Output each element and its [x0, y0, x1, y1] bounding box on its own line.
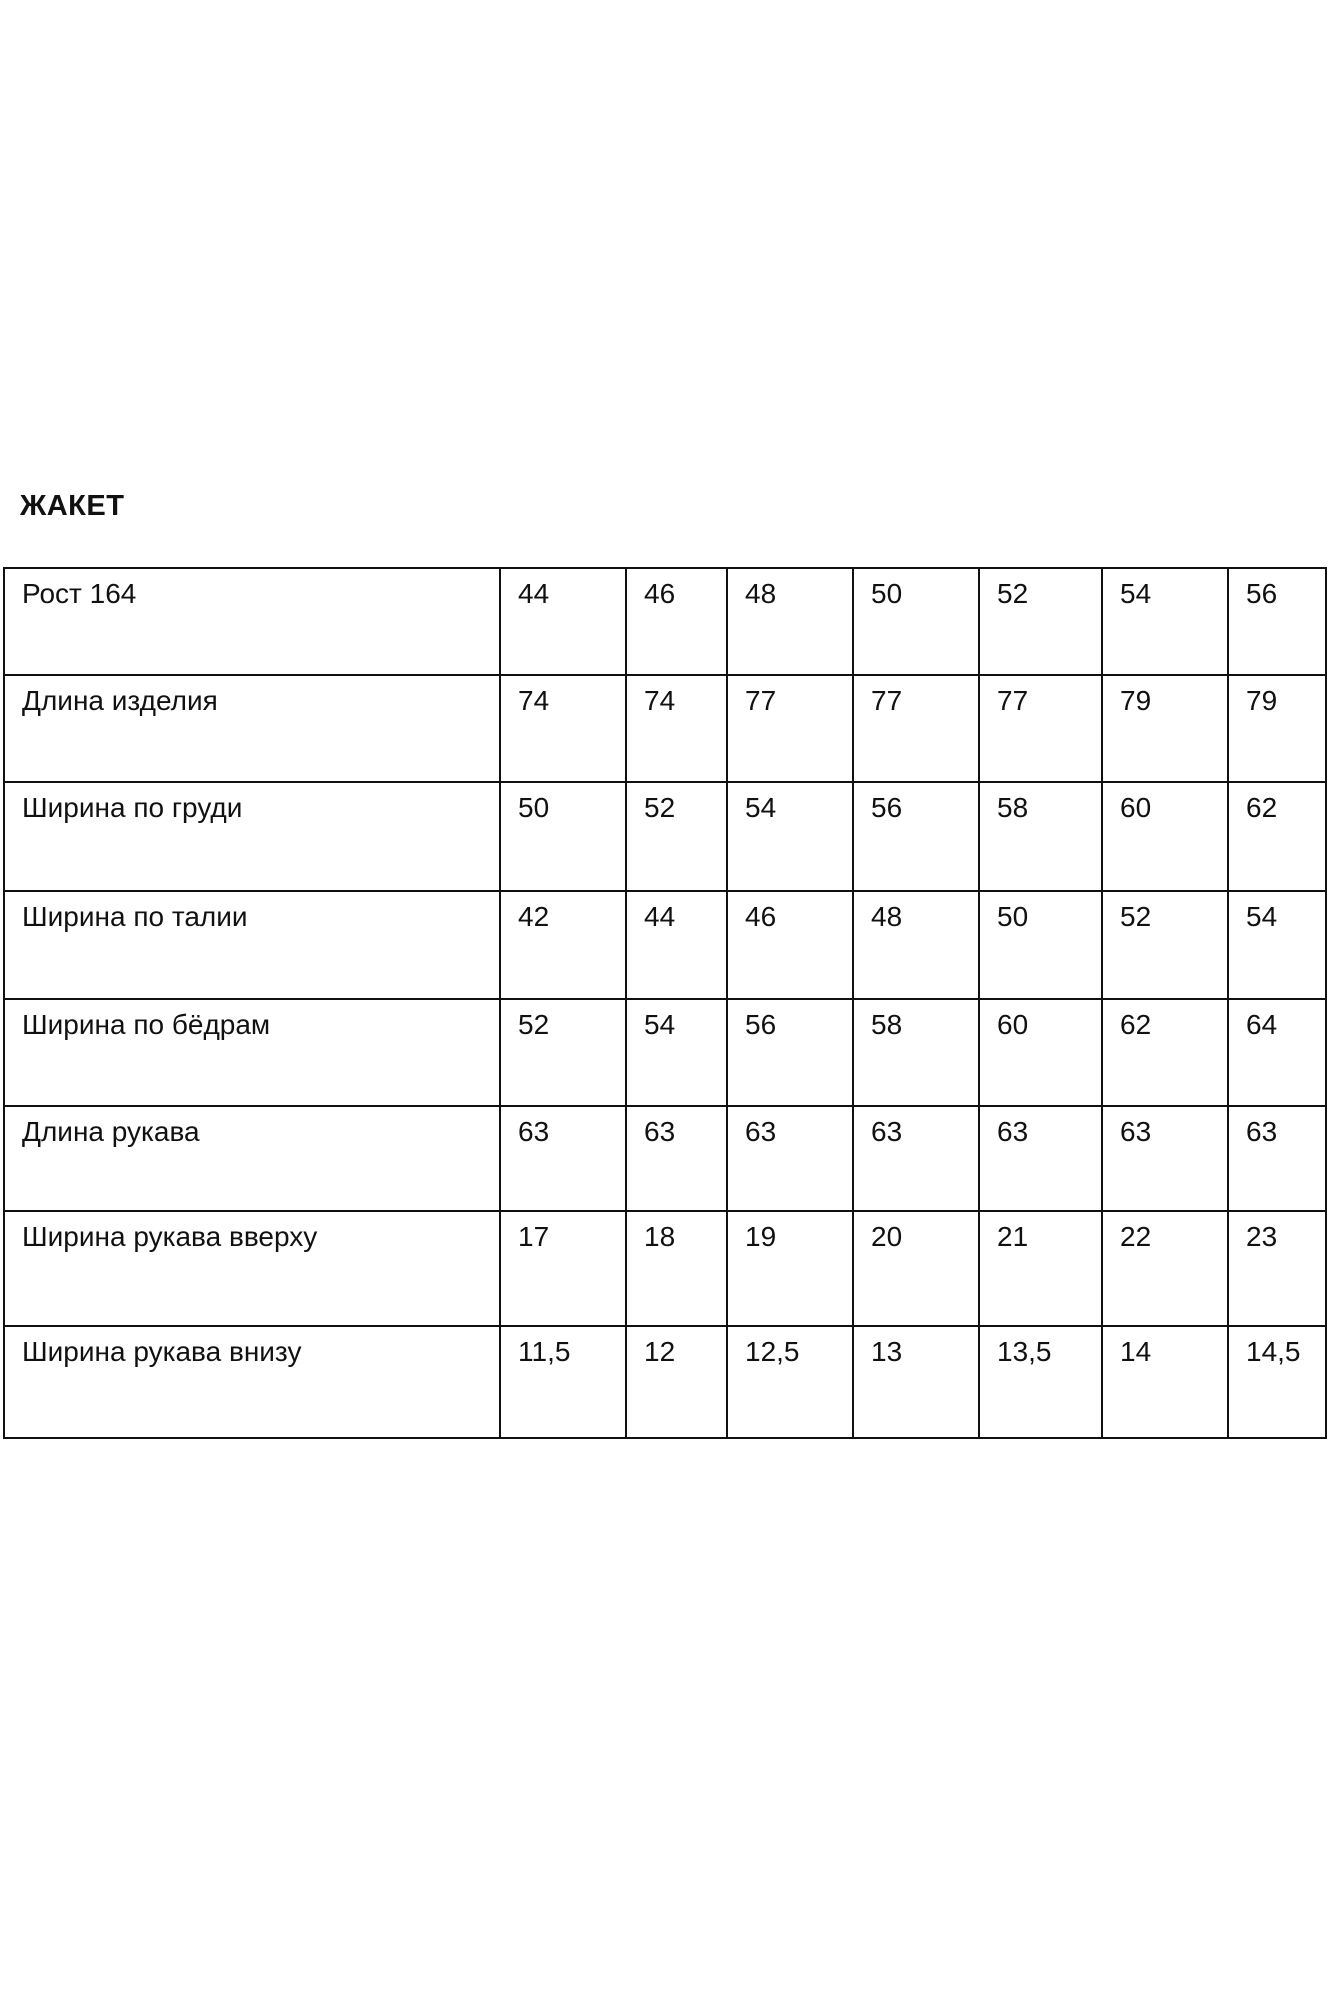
table-cell: 63 — [500, 1106, 626, 1211]
table-cell: 52 — [500, 999, 626, 1106]
table-cell: 63 — [853, 1106, 979, 1211]
table-cell: 77 — [853, 675, 979, 782]
table-cell: 46 — [727, 891, 853, 999]
table-cell: 74 — [626, 675, 727, 782]
table-cell: 63 — [1228, 1106, 1326, 1211]
row-label: Рост 164 — [4, 568, 500, 675]
table-cell: 46 — [626, 568, 727, 675]
table-cell: 12 — [626, 1326, 727, 1438]
table-cell: 77 — [979, 675, 1102, 782]
table-cell: 54 — [727, 782, 853, 891]
table-cell: 60 — [1102, 782, 1228, 891]
table-cell: 62 — [1228, 782, 1326, 891]
table-cell: 60 — [979, 999, 1102, 1106]
row-label: Ширина по груди — [4, 782, 500, 891]
table-cell: 56 — [1228, 568, 1326, 675]
table-cell: 52 — [1102, 891, 1228, 999]
table-row — [4, 782, 1326, 891]
table-cell: 63 — [626, 1106, 727, 1211]
row-label: Длина изделия — [4, 675, 500, 782]
table-cell: 58 — [853, 999, 979, 1106]
row-label: Ширина рукава вверху — [4, 1211, 500, 1326]
table-cell: 48 — [853, 891, 979, 999]
table-cell: 48 — [727, 568, 853, 675]
table-cell: 58 — [979, 782, 1102, 891]
table-cell: 50 — [979, 891, 1102, 999]
size-table — [3, 567, 1327, 1439]
table-cell: 63 — [979, 1106, 1102, 1211]
table-cell: 22 — [1102, 1211, 1228, 1326]
row-label: Ширина рукава внизу — [4, 1326, 500, 1438]
table-cell: 56 — [727, 999, 853, 1106]
table-cell: 42 — [500, 891, 626, 999]
table-cell: 63 — [727, 1106, 853, 1211]
table-cell: 50 — [853, 568, 979, 675]
table-cell: 14,5 — [1228, 1326, 1326, 1438]
row-label: Ширина по талии — [4, 891, 500, 999]
table-row — [4, 1211, 1326, 1326]
table-cell: 64 — [1228, 999, 1326, 1106]
document-title: ЖАКЕТ — [20, 490, 125, 522]
table-cell: 52 — [979, 568, 1102, 675]
table-cell: 74 — [500, 675, 626, 782]
table-cell: 62 — [1102, 999, 1228, 1106]
table-cell: 13,5 — [979, 1326, 1102, 1438]
row-label: Ширина по бёдрам — [4, 999, 500, 1106]
table-cell: 77 — [727, 675, 853, 782]
table-row — [4, 1326, 1326, 1438]
table-cell: 54 — [1102, 568, 1228, 675]
row-label: Длина рукава — [4, 1106, 500, 1211]
table-cell: 13 — [853, 1326, 979, 1438]
table-cell: 21 — [979, 1211, 1102, 1326]
table-cell: 63 — [1102, 1106, 1228, 1211]
table-row — [4, 891, 1326, 999]
table-cell: 44 — [500, 568, 626, 675]
table-cell: 79 — [1228, 675, 1326, 782]
table-cell: 12,5 — [727, 1326, 853, 1438]
table-cell: 54 — [1228, 891, 1326, 999]
table-cell: 11,5 — [500, 1326, 626, 1438]
table-cell: 44 — [626, 891, 727, 999]
table-cell: 18 — [626, 1211, 727, 1326]
table-cell: 79 — [1102, 675, 1228, 782]
table-row — [4, 999, 1326, 1106]
table-row — [4, 1106, 1326, 1211]
table-cell: 14 — [1102, 1326, 1228, 1438]
table-cell: 17 — [500, 1211, 626, 1326]
table-cell: 56 — [853, 782, 979, 891]
table-cell: 19 — [727, 1211, 853, 1326]
table-row — [4, 675, 1326, 782]
table-cell: 23 — [1228, 1211, 1326, 1326]
table-row — [4, 568, 1326, 675]
table-cell: 50 — [500, 782, 626, 891]
table-cell: 52 — [626, 782, 727, 891]
table-cell: 54 — [626, 999, 727, 1106]
table-cell: 20 — [853, 1211, 979, 1326]
